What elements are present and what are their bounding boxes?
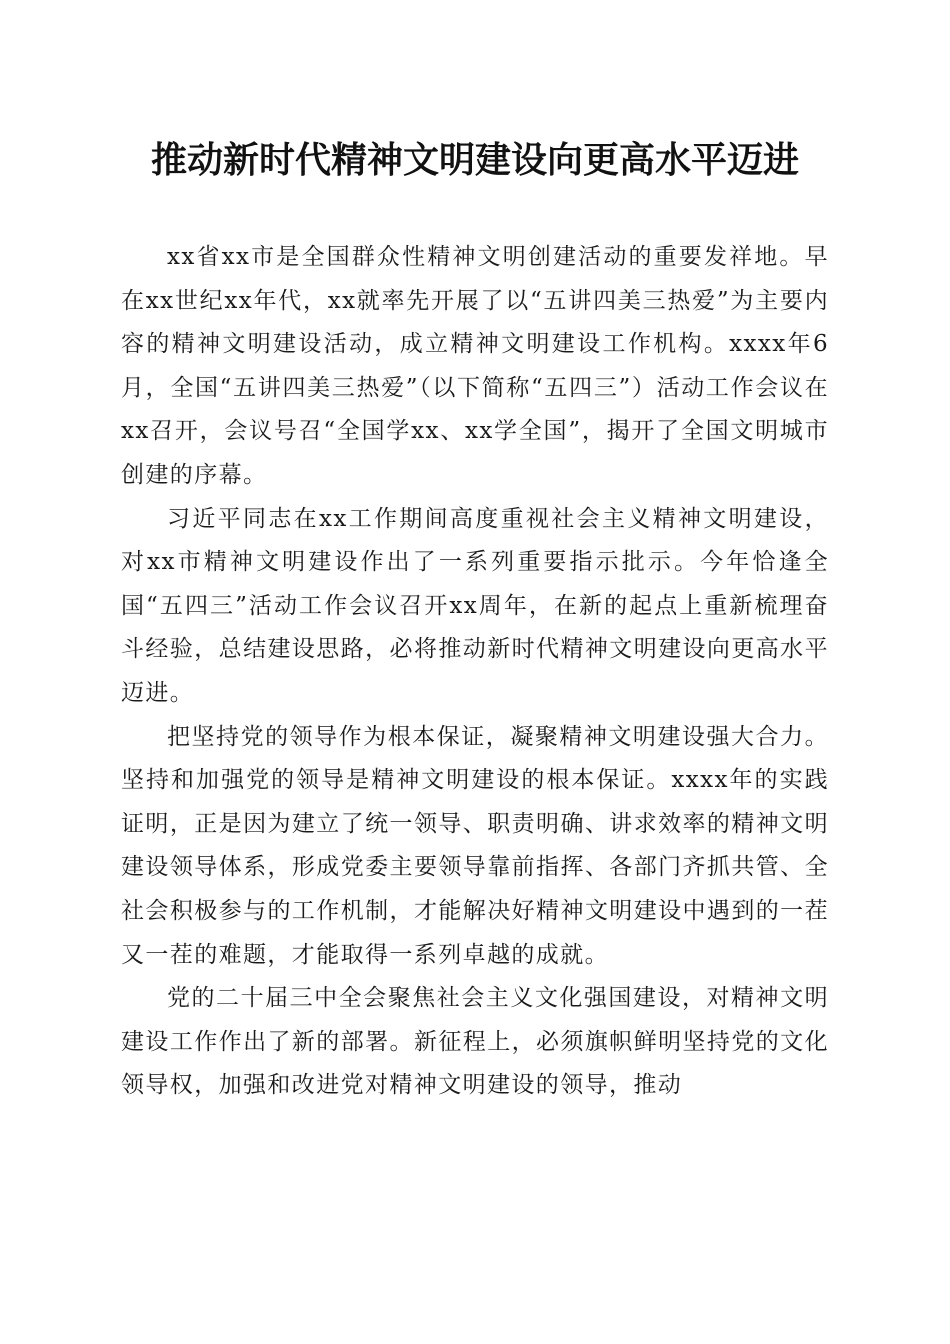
paragraph: xx省xx市是全国群众性精神文明创建活动的重要发祥地。早在xx世纪xx年代，xx就率先开展了以“五讲四美三热爱”为主要内容的精神文明建设活动，成立精神文明建设工作机构。xxxx年6月，全国“五讲四美三热爱”（以下简称“五四三”）活动工作会议在xx召开，会议号召“全国学xx、xx学全国”，揭开了全国文明城市创建的序幕。 bbox=[121, 244, 829, 488]
document-body bbox=[121, 236, 829, 1108]
paragraph: 党的二十届三中全会聚焦社会主义文化强国建设，对精神文明建设工作作出了新的部署。新征程上，必须旗帜鲜明坚持党的文化领导权，加强和改进党对精神文明建设的领导，推动 bbox=[121, 985, 829, 1099]
paragraph: 把坚持党的领导作为根本保证，凝聚精神文明建设强大合力。坚持和加强党的领导是精神文明建设的根本保证。xxxx年的实践证明，正是因为建立了统一领导、职责明确、讲求效率的精神文明建设领导体系，形成党委主要领导靠前指挥、各部门齐抓共管、全社会积极参与的工作机制，才能解决好精神文明建设中遇到的一茬又一茬的难题，才能取得一系列卓越的成就。 bbox=[121, 723, 829, 968]
paragraph: 习近平同志在xx工作期间高度重视社会主义精神文明建设，对xx市精神文明建设作出了一系列重要指示批示。今年恰逢全国“五四三”活动工作会议召开xx周年，在新的起点上重新梳理奋斗经验，总结建设思路，必将推动新时代精神文明建设向更高水平迈进。 bbox=[121, 505, 829, 706]
document-title: 推动新时代精神文明建设向更高水平迈进 bbox=[150, 139, 799, 181]
